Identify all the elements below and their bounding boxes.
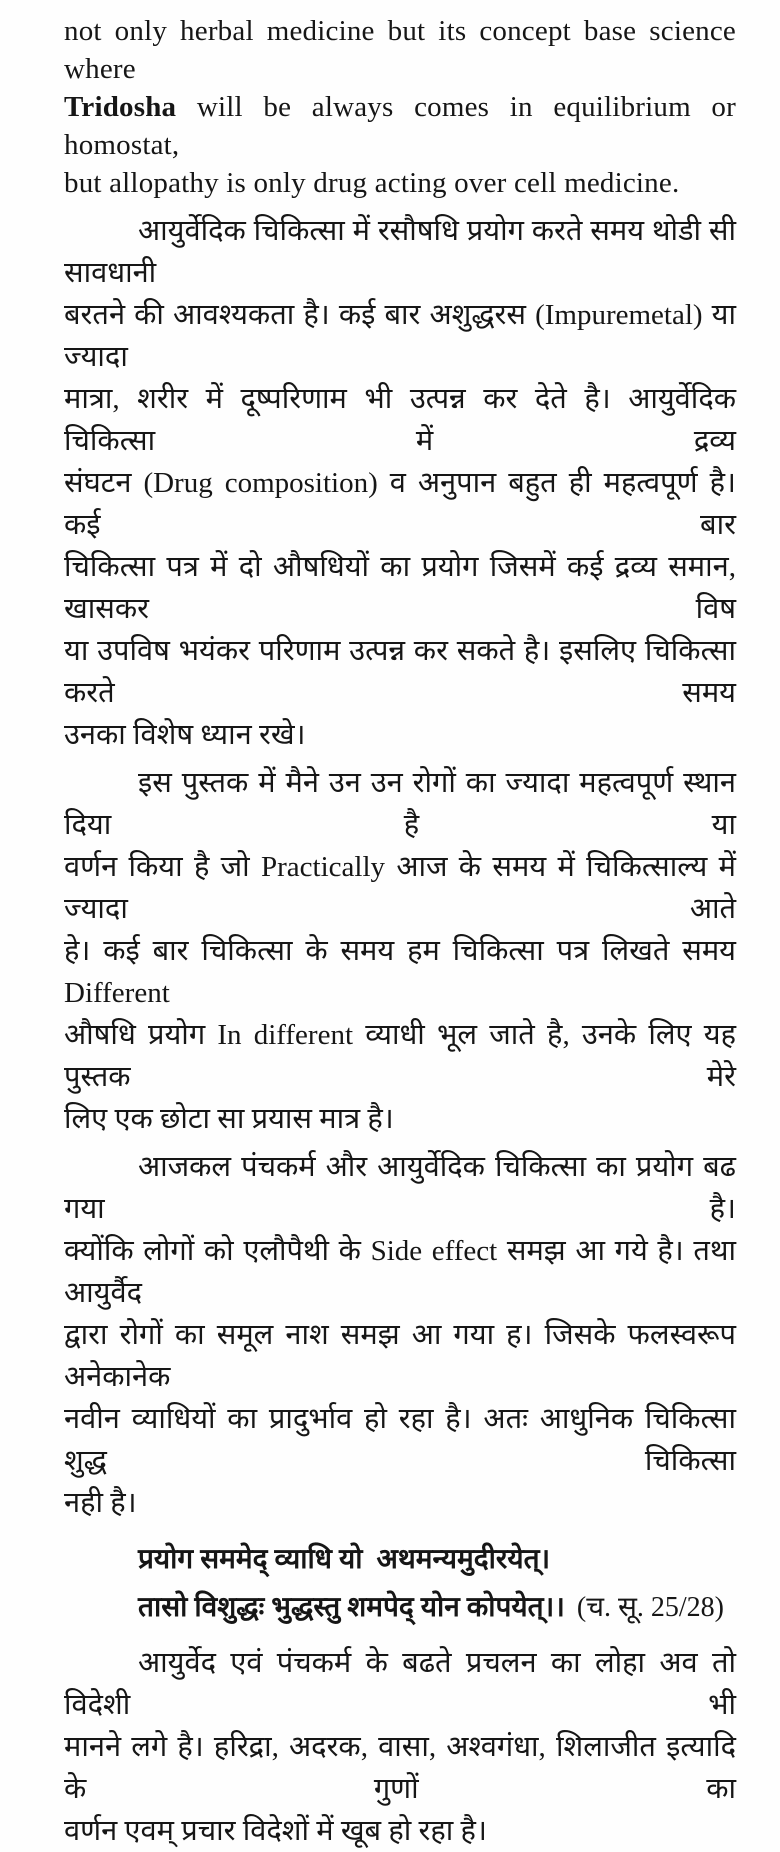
text-line: हे। कई बार चिकित्सा के समय हम चिकित्सा पत्र लिखते समय Different [64,935,736,1009]
text-line: चिकित्सा पत्र में दो औषधियों का प्रयोग जिसमें कई द्रव्य समान, खासकर विष [64,551,736,625]
hindi-paragraph-4 [64,1642,736,1852]
text-line: आयुर्वेद एवं पंचकर्म के बढते प्रचलन का लोहा अव तो विदेशी भी [64,1647,736,1721]
text-line: उनका विशेष ध्यान रखे। [64,719,306,751]
verse-citation: (च. सू. 25/28) [576,1592,725,1623]
english-intro-paragraph [64,12,736,202]
text-line: बरतने की आवश्यकता है। कई बार अशुद्धरस (Impuremetal) या ज्यादा [64,299,736,373]
text-line: औषधि प्रयोग In different व्याधी भूल जाते है, उनके लिए यह पुस्तक मेरे [64,1019,736,1093]
text-line-rest: will be always comes in equilibrium or homostat, [64,91,736,161]
verse-line-2 [138,1584,736,1632]
text-line: द्वारा रोगों का समूल नाश समझ आ गया ह। जिसके फलस्वरूप अनेकानेक [64,1319,736,1393]
text-line: इस पुस्तक में मैने उन उन रोगों का ज्यादा महत्वपूर्ण स्थान दिया है या [64,767,736,841]
text-line: वर्णन किया है जो Practically आज के समय में चिकित्साल्य में ज्यादा आते [64,851,736,925]
text-line: आजकल पंचकर्म और आयुर्वेदिक चिकित्सा का प्रयोग बढ गया है। [64,1151,736,1225]
text-line: आयुर्वेदिक चिकित्सा में रसौषधि प्रयोग करते समय थोडी सी सावधानी [64,215,736,289]
text-line: but allopathy is only drug acting over cell medicine. [64,167,680,199]
text-line: नही है। [64,1487,137,1519]
hindi-paragraph-1 [64,210,736,756]
text-line: not only herbal medicine but its concept base science where [64,15,736,85]
text-line [64,88,736,164]
text-line: लिए एक छोटा सा प्रयास मात्र है। [64,1103,394,1135]
text-line: वर्णन एवम् प्रचार विदेशों में खूब हो रहा है। [64,1815,487,1847]
text-line: नवीन व्याधियों का प्रादुर्भाव हो रहा है। अतः आधुनिक चिकित्सा शुद्ध चिकित्सा [64,1403,736,1477]
hindi-paragraph-3 [64,1146,736,1524]
verse-line-2-text: तासो विशुद्धः भुद्धस्तु शमपेद् योन कोपयेत्।। [138,1592,565,1623]
text-line: संघटन (Drug composition) व अनुपान बहुत ही महत्वपूर्ण है। कई बार [64,467,736,541]
hindi-paragraph-2 [64,762,736,1140]
text-line: मात्रा, शरीर में दूष्परिणाम भी उत्पन्न कर देते है। आयुर्वेदिक चिकित्सा में द्रव्य [64,383,736,457]
text-line: क्योंकि लोगों को एलौपैथी के Side effect समझ आ गये है। तथा आयुर्वैद [64,1235,736,1309]
sanskrit-verse [138,1536,736,1632]
bold-term-tridosha: Tridosha [64,91,177,123]
text-line: मानने लगे है। हरिद्रा, अदरक, वासा, अश्वगंधा, शिलाजीत इत्यादि के गुणों का [64,1731,736,1805]
text-line: या उपविष भयंकर परिणाम उत्पन्न कर सकते है। इसलिए चिकित्सा करते समय [64,635,736,709]
verse-line-1: प्रयोग सममेद् व्याधि यो अथमन्यमुदीरयेत्। [138,1544,551,1575]
